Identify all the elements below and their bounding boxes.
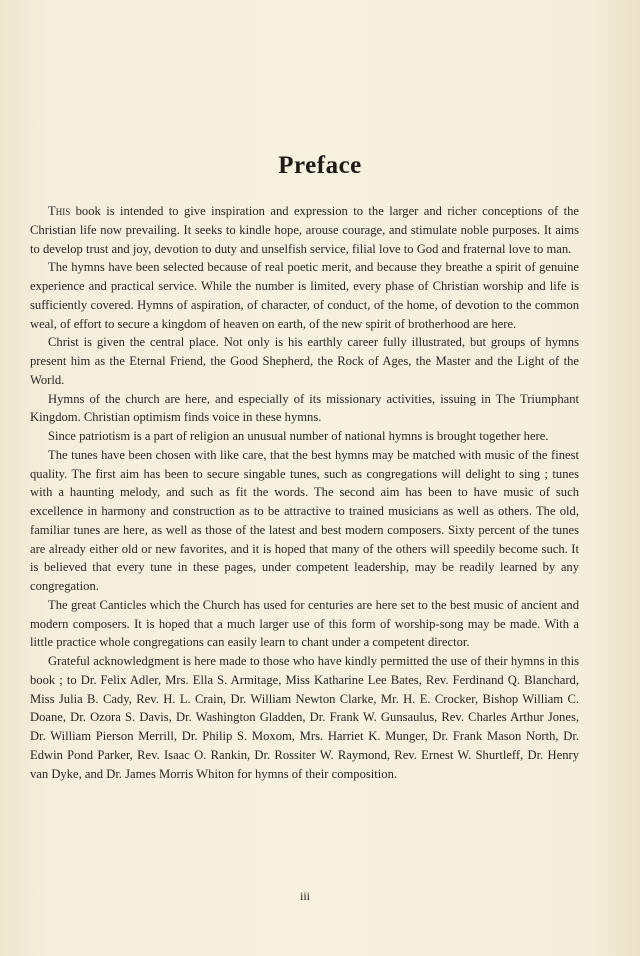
paragraph-8: Grateful acknowledgment is here made to those who have kindly permitted the use of their hymns in this book ; to Dr. Felix Adler, Mrs. Ella S. Armitage, Miss Katharine Lee Bates, Rev. Ferdinand Q. Blanchard, Miss Julia B. Cady, Rev. H. L. Crain, Dr. William Newton Clarke, Mr. H. E. Crocker, Bishop William C. Doane, Dr. Ozora S. Davis, Dr. Washington Gladden, Dr. Frank W. Gunsaulus, Rev. Charles Arthur Jones, Dr. William Pierson Merrill, Dr. Philip S. Moxom, Mrs. Harriet K. Munger, Dr. Frank Mason North, Dr. Edwin Pond Parker, Rev. Isaac O. Rankin, Dr. Rossiter W. Raymond, Rev. Ernest W. Shurtleff, Dr. Henry van Dyke, and Dr. James Morris Whiton for hymns of their composition. — [30, 654, 579, 781]
paragraph-4: Hymns of the church are here, and especially of its missionary activities, issuing in The Triumphant Kingdom. Christian optimism finds voice in these hymns. — [30, 391, 579, 425]
paragraph-5: Since patriotism is a part of religion an unusual number of national hymns is brought together here. — [48, 429, 549, 443]
paragraph-6: The tunes have been chosen with like care, that the best hymns may be matched with music of the finest quality. The first aim has been to secure singable tunes, such as congregations will delight to sing ; tunes with a haunting melody, and such as fit the words. The second aim has been to have music of such excellence in harmony and construction as to be attractive to trained musicians as well as others. The old, familiar tunes are here, as well as those of the latest and best modern composers. Sixty percent of the tunes are already either old or new favorites, and it is hoped that many of the others will speedily become such. It is believed that every tune in these pages, under competent leadership, may be readily learned by any congregation. — [30, 447, 579, 593]
paragraph-7: The great Canticles which the Church has used for centuries are here set to the best music of ancient and modern composers. It is hoped that a much larger use of this form of worship-song may be made. With a little practice whole congregations can easily learn to chant under a competent director. — [30, 597, 579, 650]
page-number: iii — [299, 889, 310, 903]
paragraph-2: The hymns have been selected because of real poetic merit, and because they breathe a spirit of genuine experience and practical service. While the number is limited, every phase of Christian worship and life is sufficiently covered. Hymns of aspiration, of character, of conduct, of the home, of devotion to the common weal, of effort to secure a kingdom of heaven on earth, of the new spirit of brotherhood are here. — [30, 260, 579, 331]
preface-body — [30, 202, 579, 783]
paragraph-1-lead: This — [48, 204, 71, 218]
paragraph-1-text: book is intended to give inspiration and expression to the larger and richer conceptions of the Christian life now prevailing. It seeks to kindle hope, arouse courage, and stimulate noble purposes. It aims to develop trust and joy, devotion to duty and unselfish service, filial love to God and fraternal love to man. — [30, 204, 579, 256]
paragraph-3: Christ is given the central place. Not only is his earthly career fully illustrated, but groups of hymns present him as the Eternal Friend, the Good Shepherd, the Rock of Ages, the Master and the Light of the World. — [30, 335, 579, 387]
paragraph-1 — [30, 202, 579, 258]
page-title: Preface — [278, 152, 362, 179]
